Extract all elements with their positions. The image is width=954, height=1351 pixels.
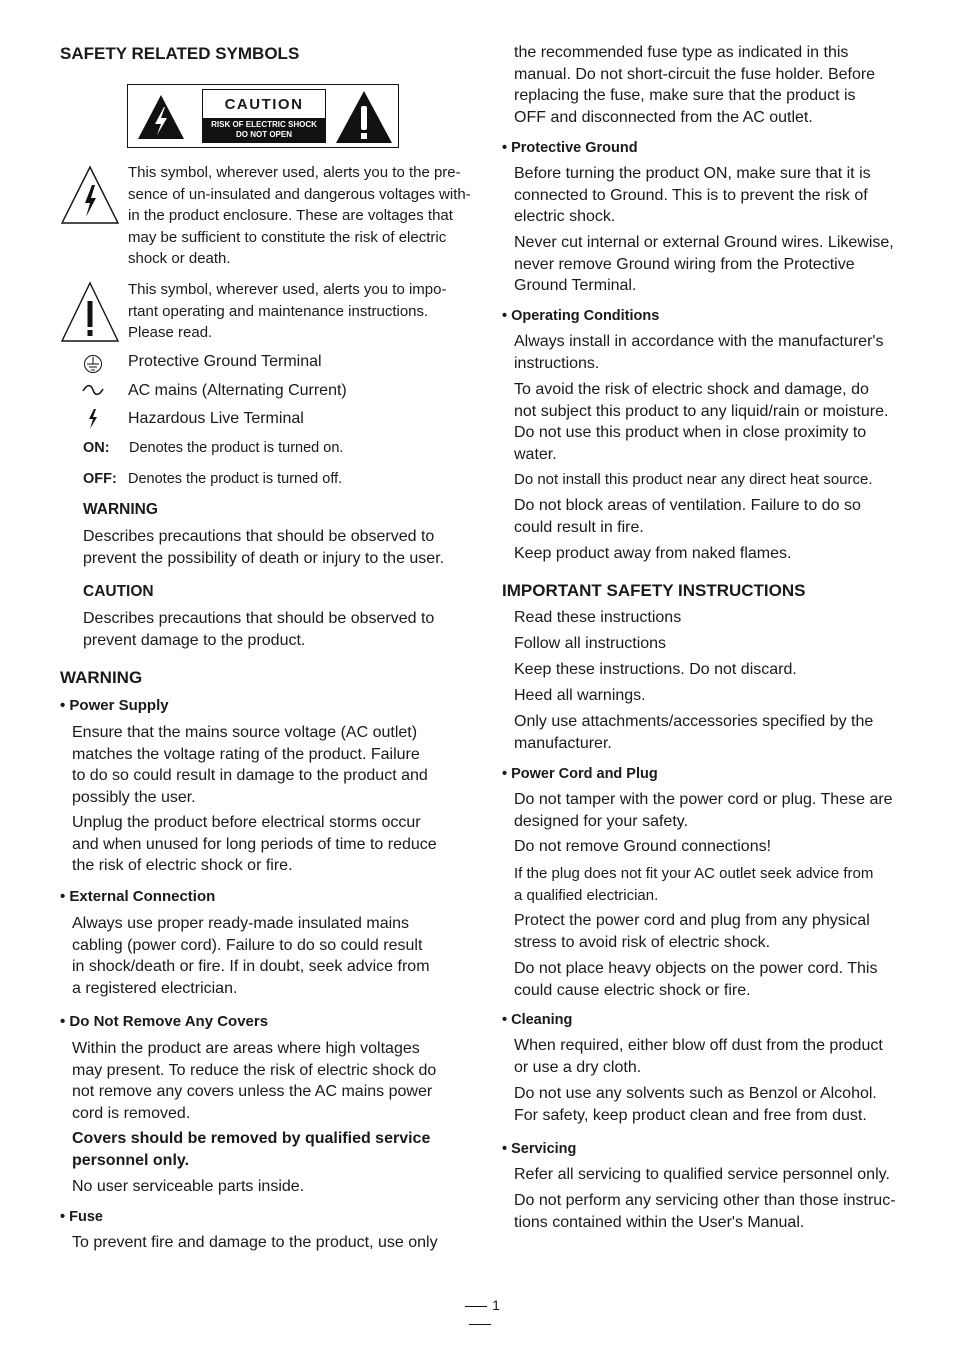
symbol-label-ground: Protective Ground Terminal (128, 353, 322, 370)
operating-paragraph-2 (514, 379, 902, 465)
text-line: For safety, keep product clean and free from dust. (514, 1106, 867, 1124)
section-title-safety-symbols: SAFETY RELATED SYMBOLS (60, 44, 300, 63)
text-line: Before turning the product ON, make sure that it is (514, 165, 871, 182)
text-line: Please read. (128, 324, 213, 341)
text-line: Always install in accordance with the manufacturer's (514, 333, 884, 350)
page-footer (445, 1296, 515, 1314)
text-line: prevent damage to the product. (83, 631, 306, 649)
important-item-5 (514, 711, 902, 754)
text-line: in the product enclosure. These are voltages that (128, 207, 453, 224)
ground-icon (83, 354, 103, 374)
text-line: This symbol, wherever used, alerts you to impo- (128, 281, 447, 298)
text-line: Do not perform any servicing other than those instruc- (514, 1192, 896, 1209)
hazardous-live-icon (87, 408, 99, 430)
footer-dash (469, 1324, 491, 1325)
text-line: Never cut internal or external Ground wires. Likewise, (514, 234, 894, 251)
external-connection-paragraph (72, 913, 470, 999)
symbol-label-hazardous-live: Hazardous Live Terminal (128, 410, 304, 427)
text-line: Describes precautions that should be observed to (83, 610, 435, 627)
lightning-triangle-icon (136, 93, 186, 141)
text-line: connected to Ground. This is to prevent the risk of (514, 186, 868, 204)
text-line: Only use attachments/accessories specified by the (514, 713, 874, 730)
text-line: Ground Terminal. (514, 277, 637, 295)
text-line: never remove Ground wiring from the Protective (514, 255, 855, 273)
text-line: tions contained within the User's Manual. (514, 1213, 805, 1231)
bullet-external-connection: • External Connection (60, 888, 216, 905)
text-line: matches the voltage rating of the product. Failure (72, 745, 420, 763)
covers-paragraph-1 (72, 1038, 470, 1124)
bullet-fuse: • Fuse (60, 1209, 103, 1225)
cord-paragraph-4 (514, 910, 902, 953)
page-number: 1 (492, 1297, 500, 1313)
text-line: not subject this product to any liquid/rain or moisture. (514, 402, 889, 420)
cord-paragraph-2: Do not remove Ground connections! (514, 838, 772, 855)
caution-label (202, 89, 326, 143)
text-line: Ensure that the mains source voltage (AC outlet) (72, 724, 418, 741)
symbol-label-ac-mains: AC mains (Alternating Current) (128, 382, 347, 399)
section-title-important-safety: IMPORTANT SAFETY INSTRUCTIONS (502, 581, 806, 600)
text-line: the risk of electric shock or fire. (72, 857, 293, 875)
text-line: sence of un-insulated and dangerous voltages with- (128, 185, 471, 203)
text-line: cabling (power cord). Failure to do so could result (72, 936, 423, 954)
text-line: This symbol, wherever used, alerts you to the pre- (128, 164, 461, 181)
text-line: water. (514, 445, 557, 463)
caution-description (83, 608, 470, 651)
text-line: Always use proper ready-made insulated mains (72, 915, 410, 932)
bullet-cleaning: • Cleaning (502, 1012, 573, 1028)
bullet-do-not-remove-covers: • Do Not Remove Any Covers (60, 1013, 269, 1030)
bullet-servicing: • Servicing (502, 1141, 577, 1157)
text-line: or use a dry cloth. (514, 1058, 642, 1076)
on-description: Denotes the product is turned on. (129, 440, 344, 456)
fuse-paragraph: To prevent fire and damage to the product, use only (72, 1234, 438, 1251)
cord-paragraph-3 (514, 863, 904, 906)
footer-dash (465, 1306, 487, 1307)
warning-description (83, 526, 470, 569)
text-line: replacing the fuse, make sure that the product is (514, 87, 856, 105)
text-line: could cause electric shock or fire. (514, 981, 751, 999)
bullet-power-cord-and-plug: • Power Cord and Plug (502, 766, 658, 782)
text-line: Within the product are areas where high voltages (72, 1040, 420, 1057)
text-line: manual. Do not short-circuit the fuse holder. Before (514, 65, 876, 83)
text-line: designed for your safety. (514, 812, 689, 830)
caution-word: CAUTION (224, 96, 304, 113)
lightning-symbol-description (128, 162, 473, 270)
on-label: ON: (83, 440, 110, 456)
text-line: Do not tamper with the power cord or plug. These are (514, 791, 893, 808)
text-line: stress to avoid risk of electric shock. (514, 933, 771, 951)
ac-mains-icon (82, 383, 104, 397)
text-line: instructions. (514, 354, 600, 372)
text-line: When required, either blow off dust from the product (514, 1037, 883, 1054)
servicing-paragraph-2 (514, 1190, 902, 1233)
caution-subtext-line: DO NOT OPEN (235, 130, 292, 139)
text-line: may present. To reduce the risk of electric shock do (72, 1061, 437, 1079)
text-line: To avoid the risk of electric shock and damage, do (514, 381, 869, 398)
operating-paragraph-4 (514, 495, 902, 538)
cord-paragraph-5 (514, 958, 902, 1001)
important-item-1: Read these instructions (514, 609, 682, 626)
text-line: electric shock. (514, 208, 616, 226)
important-item-3: Keep these instructions. Do not discard. (514, 661, 797, 678)
text-line: personnel only. (72, 1151, 190, 1169)
caution-subheading: CAUTION (83, 583, 154, 600)
section-title-warning: WARNING (60, 668, 143, 687)
text-line: manufacturer. (514, 734, 612, 752)
important-item-2: Follow all instructions (514, 635, 667, 652)
off-label: OFF: (83, 471, 117, 487)
text-line: If the plug does not fit your AC outlet seek advice from (514, 865, 874, 882)
cleaning-paragraph-2 (514, 1083, 902, 1126)
text-line: possibly the user. (72, 788, 196, 806)
cleaning-paragraph-1 (514, 1035, 902, 1078)
caution-label-graphic (127, 84, 399, 148)
text-line: OFF and disconnected from the AC outlet. (514, 108, 813, 126)
ground-paragraph-1 (514, 163, 902, 228)
covers-bold-note (72, 1128, 472, 1171)
text-line: Unplug the product before electrical storms occur (72, 814, 421, 831)
covers-paragraph-2: No user serviceable parts inside. (72, 1178, 305, 1195)
text-line: Describes precautions that should be observed to (83, 528, 435, 545)
text-line: not remove any covers unless the AC mains power (72, 1083, 433, 1101)
text-line: could result in fire. (514, 518, 644, 536)
text-line: a registered electrician. (72, 979, 238, 997)
text-line: Do not place heavy objects on the power cord. This (514, 960, 878, 977)
text-line: and when unused for long periods of time to reduce (72, 835, 437, 853)
text-line: the recommended fuse type as indicated in this (514, 44, 849, 61)
fuse-paragraph-continued (514, 42, 902, 128)
text-line: to do so could result in damage to the product and (72, 767, 428, 785)
text-line: may be sufficient to constitute the risk of electric (128, 228, 447, 246)
operating-paragraph-1 (514, 331, 902, 374)
warning-subheading: WARNING (83, 501, 158, 518)
power-supply-paragraph-1 (72, 722, 470, 808)
text-line: Do not use this product when in close proximity to (514, 424, 867, 442)
text-line: Do not block areas of ventilation. Failure to do so (514, 497, 861, 514)
text-line: a qualified electrician. (514, 886, 659, 904)
text-line: prevent the possibility of death or injury to the user. (83, 549, 445, 567)
operating-paragraph-5: Keep product away from naked flames. (514, 545, 792, 562)
off-description: Denotes the product is turned off. (128, 471, 343, 487)
lightning-outline-icon (60, 165, 120, 225)
text-line: Covers should be removed by qualified service (72, 1130, 431, 1147)
exclamation-triangle-icon (334, 89, 394, 145)
important-item-4: Heed all warnings. (514, 687, 646, 704)
text-line: in shock/death or fire. If in doubt, seek advice from (72, 958, 430, 976)
text-line: shock or death. (128, 250, 231, 267)
servicing-paragraph-1: Refer all servicing to qualified service personnel only. (514, 1166, 890, 1183)
caution-subtext (203, 118, 325, 142)
bullet-protective-ground: • Protective Ground (502, 140, 638, 156)
bullet-operating-conditions: • Operating Conditions (502, 308, 660, 324)
exclamation-symbol-description (128, 279, 473, 344)
cord-paragraph-1 (514, 789, 902, 832)
operating-paragraph-3: Do not install this product near any direct heat source. (514, 471, 873, 488)
exclamation-outline-icon (60, 281, 120, 343)
bullet-power-supply: • Power Supply (60, 697, 169, 714)
text-line: cord is removed. (72, 1104, 191, 1122)
caution-subtext-line: RISK OF ELECTRIC SHOCK (211, 120, 317, 129)
text-line: Do not use any solvents such as Benzol or Alcohol. (514, 1085, 877, 1102)
text-line: rtant operating and maintenance instructions. (128, 302, 429, 320)
text-line: Protect the power cord and plug from any physical (514, 912, 870, 929)
power-supply-paragraph-2 (72, 812, 470, 877)
ground-paragraph-2 (514, 232, 902, 297)
